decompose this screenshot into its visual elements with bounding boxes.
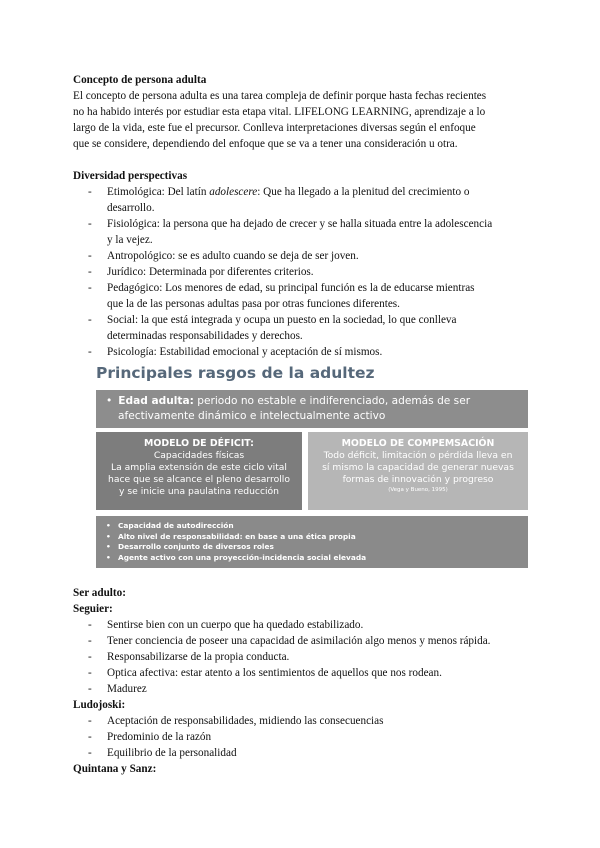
item-text: : Que ha llegado a la plenitud del crecimiento o — [257, 186, 470, 198]
dash-bullet: - — [88, 314, 92, 326]
item-text: Madurez — [107, 683, 147, 695]
box-line: Todo déficit, limitación o pérdida lleva en — [323, 450, 513, 461]
item-text: Agente activo con una proyección-incidencia social elevada — [118, 552, 367, 562]
box-line: sí mismo la capacidad de generar nuevas — [322, 462, 514, 473]
list-item — [73, 745, 533, 761]
modelo-compensacion-box — [308, 432, 528, 510]
item-text: Desarrollo conjunto de diversos roles — [118, 542, 274, 551]
dash-bullet: - — [88, 715, 92, 727]
item-text: que la de las personas adultas pasa por otras funciones diferentes. — [107, 298, 400, 310]
dash-bullet: - — [88, 747, 92, 759]
item-text: Aceptación de responsabilidades, midiendo las consecuencias — [107, 715, 384, 727]
section-subheading: Seguier: — [73, 603, 113, 615]
paragraph-line: El concepto de persona adulta es una tarea compleja de definir porque hasta fechas recientes — [73, 90, 487, 102]
dash-bullet: - — [88, 282, 92, 294]
box-title: MODELO DE DÉFICIT: — [144, 438, 254, 449]
dash-bullet: - — [88, 186, 92, 198]
item-text: Alto nivel de responsabilidad: en base a una ética propia — [118, 531, 356, 541]
item-text: y la vejez. — [107, 234, 153, 246]
list-item — [73, 216, 533, 248]
dash-bullet: - — [88, 619, 92, 631]
list-item — [73, 280, 533, 312]
item-text: Predominio de la razón — [107, 731, 212, 743]
item-emphasis: adolescere — [209, 186, 258, 198]
bullet-dot: • — [106, 521, 111, 530]
box-line: formas de innovación y progreso — [342, 474, 494, 485]
modelo-deficit-box — [96, 432, 302, 510]
list-item — [73, 649, 533, 665]
dash-bullet: - — [88, 346, 92, 358]
item-text: Equilibrio de la personalidad — [107, 747, 237, 759]
dash-bullet: - — [88, 635, 92, 647]
item-text: Pedagógico: Los menores de edad, su principal función es la de educarse mientras — [107, 282, 475, 294]
item-text: Jurídico: Determinada por diferentes criterios. — [107, 266, 314, 278]
item-text: Etimológica: Del latín — [107, 186, 210, 198]
box-line: hace que se alcance el pleno desarrollo — [108, 474, 290, 485]
infographic-title: Principales rasgos de la adultez — [96, 364, 375, 382]
dash-bullet: - — [88, 731, 92, 743]
rasgos-list-box — [96, 516, 528, 568]
box-line: Capacidades físicas — [153, 450, 245, 461]
item-text: Responsabilizarse de la propia conducta. — [107, 651, 290, 663]
section-subheading: Ludojoski: — [73, 699, 126, 711]
banner-text: periodo no estable e indiferenciado, además de ser — [193, 395, 471, 407]
section-concepto — [73, 72, 533, 152]
paragraph-line: que se considere, dependiendo del enfoque que se va a tener una consideración u otra. — [73, 138, 458, 150]
box-line: La amplia extensión de este ciclo vital — [111, 462, 287, 473]
list-item — [73, 681, 533, 697]
paragraph-line: largo de la vida, este fue el precursor. Conlleva interpretaciones diversas según el enfoque — [73, 122, 476, 134]
dash-bullet: - — [88, 218, 92, 230]
ludojoski-list — [73, 713, 533, 761]
perspectives-list — [73, 184, 533, 360]
list-item — [73, 729, 533, 745]
banner-bold: Edad adulta: — [118, 395, 194, 407]
section-diversidad — [73, 168, 533, 360]
list-item — [73, 665, 533, 681]
list-item — [73, 184, 533, 216]
item-text: desarrollo. — [107, 202, 155, 214]
bullet-dot: • — [106, 395, 113, 407]
item-text: Optica afectiva: estar atento a los sentimientos de aquellos que nos rodean. — [107, 667, 442, 679]
list-item — [73, 312, 533, 344]
paragraph-line: no ha habido interés por estudiar esta etapa vital. LIFELONG LEARNING, aprendizaje a lo — [73, 106, 486, 118]
item-text: Social: la que está integrada y ocupa un puesto en la sociedad, lo que conlleva — [107, 314, 457, 326]
item-text: Fisiológica: la persona que ha dejado de crecer y se halla situada entre la adolescencia — [107, 218, 493, 230]
dash-bullet: - — [88, 683, 92, 695]
bullet-dot: • — [106, 552, 111, 562]
item-text: Tener conciencia de poseer una capacidad de asimilación algo menos y menos rápida. — [107, 635, 491, 647]
list-item — [73, 713, 533, 729]
section-subheading: Quintana y Sanz: — [73, 763, 157, 775]
dash-bullet: - — [88, 651, 92, 663]
section-heading: Concepto de persona adulta — [73, 74, 207, 86]
item-text: Sentirse bien con un cuerpo que ha quedado estabilizado. — [107, 619, 364, 631]
dash-bullet: - — [88, 266, 92, 278]
box-line: y se inicie una paulatina reducción — [119, 486, 279, 497]
dash-bullet: - — [88, 250, 92, 262]
bullet-dot: • — [106, 531, 111, 541]
list-item — [106, 521, 528, 532]
list-item — [73, 264, 533, 280]
list-item — [106, 542, 528, 553]
list-item — [73, 633, 533, 649]
dash-bullet: - — [88, 667, 92, 679]
section-ser-adulto — [73, 585, 533, 777]
list-item — [106, 553, 528, 564]
item-text: Psicología: Estabilidad emocional y aceptación de sí mismos. — [107, 346, 383, 358]
section-heading: Ser adulto: — [73, 587, 126, 599]
item-text: Capacidad de autodirección — [118, 521, 234, 530]
list-item — [73, 617, 533, 633]
box-title: MODELO DE COMPEMSACIÓN — [341, 438, 495, 449]
item-text: Antropológico: se es adulto cuando se deja de ser joven. — [107, 250, 359, 262]
seguier-list — [73, 617, 533, 697]
section-heading: Diversidad perspectivas — [73, 170, 188, 182]
adultez-infographic — [96, 364, 528, 576]
list-item — [73, 248, 533, 264]
edad-adulta-banner — [96, 390, 528, 428]
bullet-dot: • — [106, 542, 111, 551]
list-item — [73, 344, 533, 360]
list-item — [106, 532, 528, 543]
citation: (Vega y Bueno, 1995) — [388, 487, 448, 493]
banner-text: afectivamente dinámico e intelectualmente activo — [118, 410, 386, 422]
item-text: determinadas responsabilidades y derechos. — [107, 330, 303, 342]
